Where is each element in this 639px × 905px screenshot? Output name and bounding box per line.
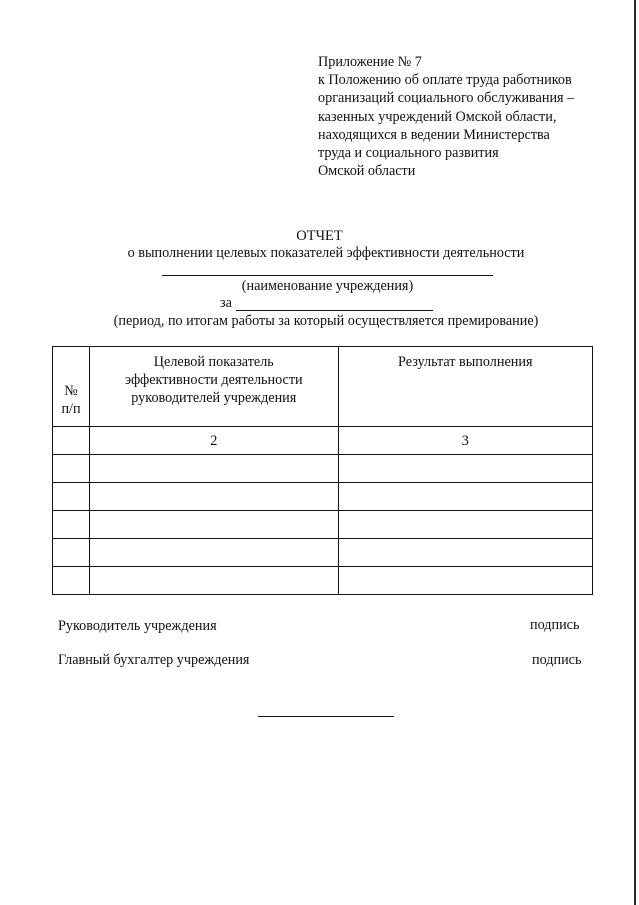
appendix-line: Омской области bbox=[318, 163, 416, 180]
index-cell: 3 bbox=[338, 427, 592, 455]
table-index-row bbox=[53, 427, 593, 455]
appendix-line: организаций социального обслуживания – bbox=[318, 90, 575, 107]
page-edge-shadow bbox=[634, 0, 636, 905]
period-caption: (период, по итогам работы за который осуществляется премирование) bbox=[113, 313, 539, 329]
table-row bbox=[53, 511, 593, 539]
table-cell[interactable] bbox=[90, 539, 338, 567]
table-cell[interactable] bbox=[338, 483, 592, 511]
index-cell: 2 bbox=[90, 427, 338, 455]
table-row bbox=[53, 483, 593, 511]
period-field[interactable] bbox=[236, 310, 433, 311]
table-cell[interactable] bbox=[338, 455, 592, 483]
institution-caption: (наименование учреждения) bbox=[241, 278, 414, 294]
table-cell[interactable] bbox=[90, 483, 338, 511]
table-cell[interactable] bbox=[338, 567, 592, 595]
table-cell[interactable] bbox=[53, 455, 90, 483]
header-num-cell bbox=[53, 347, 90, 427]
appendix-line: находящихся в ведении Министерства bbox=[318, 126, 550, 143]
table-cell[interactable] bbox=[338, 539, 592, 567]
table-cell[interactable] bbox=[90, 511, 338, 539]
accountant-signature-label: Главный бухгалтер учреждения bbox=[58, 652, 250, 668]
head-signature-label: Руководитель учреждения bbox=[58, 618, 217, 634]
appendix-line: к Положению об оплате труда работников bbox=[318, 72, 572, 89]
table-cell[interactable] bbox=[53, 567, 90, 595]
closing-rule bbox=[258, 716, 394, 717]
accountant-signature-placeholder: подпись bbox=[532, 652, 582, 668]
table-cell[interactable] bbox=[53, 511, 90, 539]
header-indicator-line: руководителей учреждения bbox=[131, 390, 297, 406]
table-row bbox=[53, 539, 593, 567]
table-cell[interactable] bbox=[338, 511, 592, 539]
report-title: ОТЧЕТ bbox=[296, 228, 343, 244]
appendix-line: казенных учреждений Омской области, bbox=[318, 108, 557, 125]
appendix-block bbox=[318, 53, 618, 180]
indicators-table bbox=[52, 346, 593, 595]
report-subtitle: о выполнении целевых показателей эффективности деятельности bbox=[127, 245, 525, 261]
table-cell[interactable] bbox=[53, 539, 90, 567]
table-cell[interactable] bbox=[90, 567, 338, 595]
head-signature-placeholder: подпись bbox=[530, 617, 580, 633]
header-num-line: № bbox=[64, 383, 78, 399]
table-header-row bbox=[53, 347, 593, 427]
appendix-line: труда и социального развития bbox=[318, 145, 499, 162]
appendix-line: Приложение № 7 bbox=[318, 54, 422, 70]
table-cell[interactable] bbox=[53, 483, 90, 511]
index-cell bbox=[53, 427, 90, 455]
header-num-line: п/п bbox=[61, 401, 81, 417]
table-row bbox=[53, 567, 593, 595]
header-indicator-cell bbox=[90, 347, 338, 427]
header-result-cell: Результат выполнения bbox=[338, 347, 592, 427]
header-indicator-line: Целевой показатель bbox=[153, 354, 274, 370]
table-cell[interactable] bbox=[90, 455, 338, 483]
institution-name-field[interactable] bbox=[162, 275, 493, 276]
header-indicator-line: эффективности деятельности bbox=[124, 372, 303, 388]
period-prefix: за bbox=[220, 295, 232, 311]
table-row bbox=[53, 455, 593, 483]
